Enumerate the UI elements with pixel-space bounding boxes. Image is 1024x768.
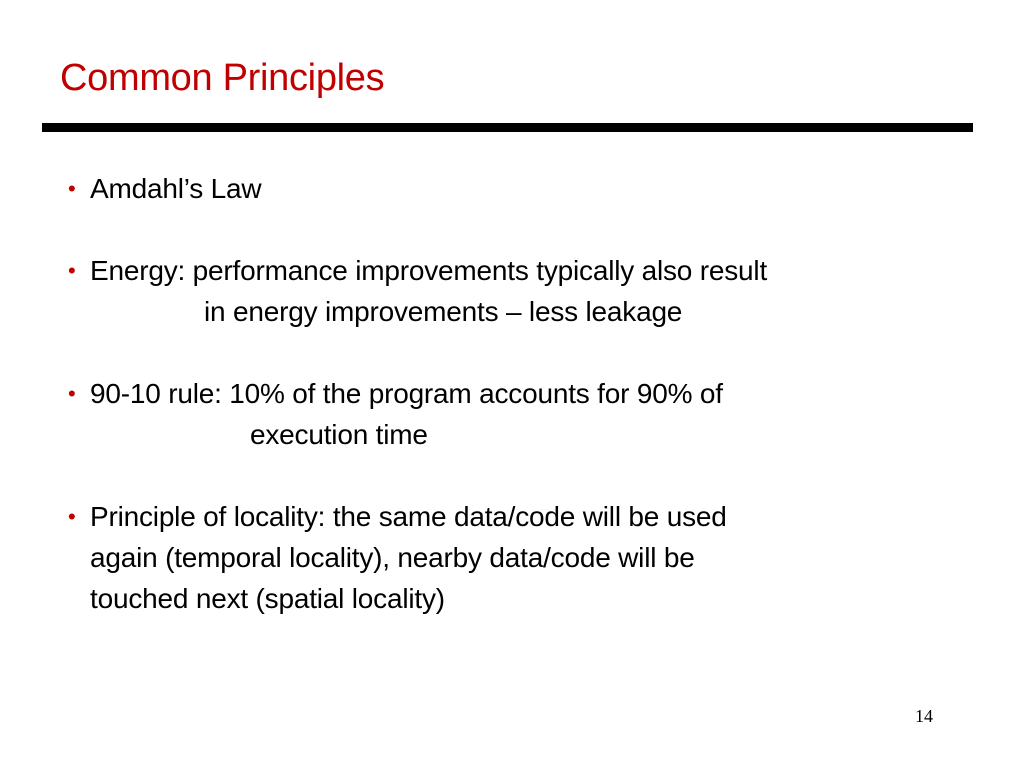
bullet-principle-of-locality xyxy=(68,496,727,619)
bullet-text-continuation: touched next (spatial locality) xyxy=(90,583,445,614)
slide-title: Common Principles xyxy=(60,57,385,99)
page-number: 14 xyxy=(915,706,933,726)
bullet-text-continuation: again (temporal locality), nearby data/code will be xyxy=(90,542,695,573)
bullet-text: Energy: performance improvements typically also result xyxy=(90,255,768,286)
bullet-amdahls-law xyxy=(68,168,261,209)
bullet-text: Amdahl’s Law xyxy=(90,173,262,204)
bullet-text-continuation: execution time xyxy=(250,419,428,450)
bullet-energy xyxy=(68,250,767,332)
bullet-text: 90-10 rule: 10% of the program accounts for 90% of xyxy=(90,378,723,409)
bullet-text: Principle of locality: the same data/code will be used xyxy=(90,501,727,532)
bullet-dot-icon: • xyxy=(68,381,76,406)
bullet-90-10-rule xyxy=(68,373,723,455)
bullet-dot-icon: • xyxy=(68,504,76,529)
bullet-dot-icon: • xyxy=(68,176,76,201)
title-divider xyxy=(42,123,973,132)
bullet-text-continuation: in energy improvements – less leakage xyxy=(204,296,683,327)
bullet-dot-icon: • xyxy=(68,258,76,283)
